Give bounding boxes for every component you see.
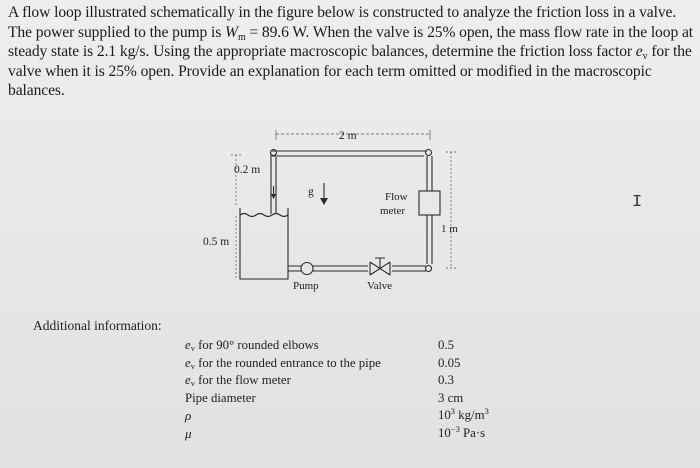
inlet-pipe xyxy=(271,154,276,214)
right-pipe xyxy=(427,156,432,264)
info-label: Pipe diameter xyxy=(185,390,256,405)
label-tank-depth: 0.5 m xyxy=(203,236,230,248)
pump-power-symbol: W xyxy=(225,23,238,41)
label-gravity: g xyxy=(308,186,314,198)
info-row-elbows: $e_v$ for 90° rounded elbows 0.5 xyxy=(185,338,454,353)
info-row-entrance: $e_v$ for the rounded entrance to the pipe 0.05 xyxy=(185,355,461,371)
problem-text-1: A flow loop illustrated schematically in the figure below is constructed to analyze the friction loss in a valve. The power supplied to the pump is xyxy=(8,4,677,41)
info-value: 0.5 xyxy=(438,338,454,352)
problem-text-3: for the valve when it is 25% open. Provide an explanation for each term omitted or modified in the macroscopic balances. xyxy=(8,43,692,100)
additional-info-table xyxy=(185,337,489,442)
problem-text-2: = 89.6 W. When the valve is 25% open, the mass flow rate in the loop at steady state is 2.1 kg/s. Using the appropriate macroscopic balances, determine the friction loss factor xyxy=(8,23,693,61)
info-row-density xyxy=(185,407,489,425)
overflow-dimension xyxy=(231,155,241,205)
valve-symbol xyxy=(370,258,390,275)
elbow-bottom-right xyxy=(426,266,432,272)
label-flow-meter-2: meter xyxy=(380,205,406,217)
density-symbol: ρ xyxy=(185,408,192,423)
info-row-flow-meter: $e_v$ for the flow meter 0.3 xyxy=(185,373,454,388)
label-flow-meter-1: Flow xyxy=(385,191,408,203)
info-row-diameter xyxy=(185,390,489,408)
viscosity-symbol: μ xyxy=(185,425,192,441)
flow-meter-box xyxy=(419,191,440,215)
info-label: for the rounded entrance to the pipe xyxy=(194,355,381,370)
height-dimension xyxy=(446,152,456,268)
info-label: for 90° rounded elbows xyxy=(194,338,319,352)
label-pump: Pump xyxy=(293,280,319,292)
friction-factor-subscript: v xyxy=(642,51,648,63)
info-row-viscosity xyxy=(185,425,489,443)
label-valve: Valve xyxy=(367,280,393,292)
info-value: 0.3 xyxy=(438,373,454,387)
label-overflow-height: 0.2 m xyxy=(234,164,261,176)
pump-circle xyxy=(301,263,313,275)
info-value: 3 cm xyxy=(438,390,464,405)
info-value: $10^3$ $kg/m^3$ xyxy=(438,406,489,422)
info-label: for the flow meter xyxy=(194,373,291,387)
friction-factor-symbol: e xyxy=(635,43,643,61)
top-pipe xyxy=(272,151,427,156)
additional-info-title: Additional information: xyxy=(33,318,162,333)
info-value: $10^{-3}$ Pa·s xyxy=(438,423,486,440)
tank xyxy=(240,208,288,279)
label-top-length: 2 m xyxy=(339,130,357,142)
label-right-height: 1 m xyxy=(441,223,458,235)
pump-power-subscript: m xyxy=(237,31,246,43)
info-value: 0.05 xyxy=(438,355,461,370)
bottom-pipe xyxy=(288,266,426,271)
elbow-top-right xyxy=(426,150,432,156)
liquid-surface xyxy=(240,214,288,217)
text-cursor-icon: I xyxy=(632,193,643,212)
